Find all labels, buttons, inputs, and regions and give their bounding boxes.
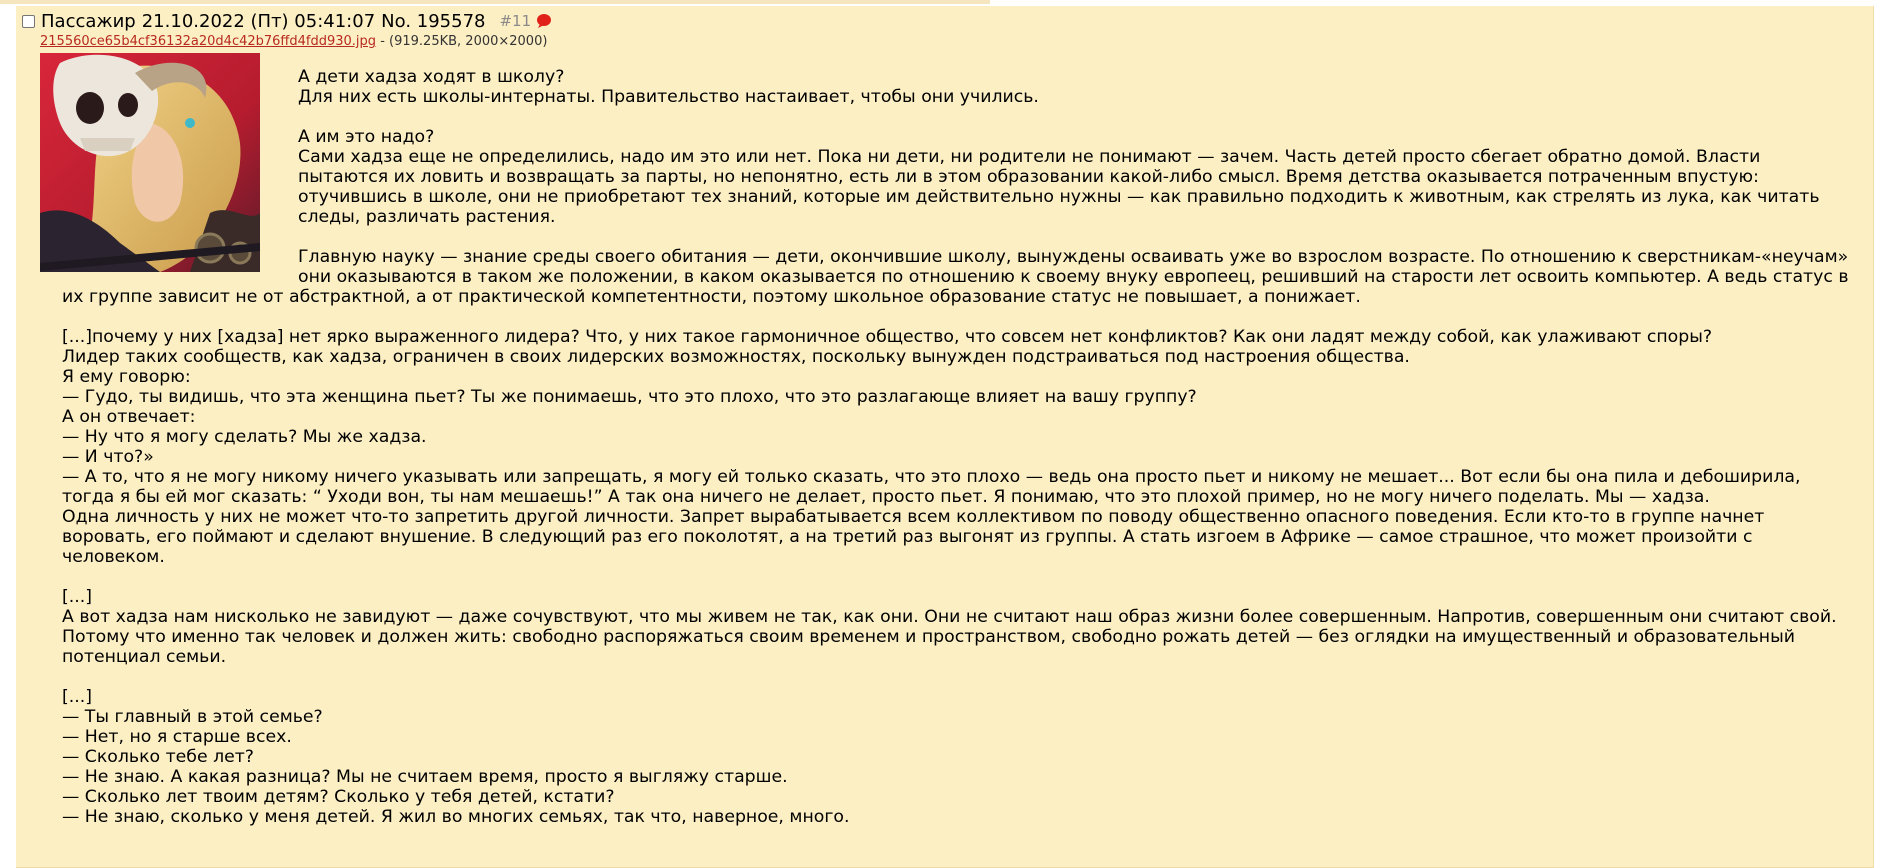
post-number-link[interactable]: No. 195578 (381, 10, 486, 32)
message-paragraph (62, 127, 1852, 227)
message-line: А вот хадза нам нисколько не завидуют — даже сочувствуют, что мы живем не так, как они. Они не считают наш образ жизни более совершенным. Напротив, совершенным они считают свой. Потому что именно так человек и должен жить: свободно распоряжаться своим временем и пространством, свободно рожать детей — без оглядки на имущественный и образовательный потенциал семьи. (62, 607, 1837, 667)
message-line: Я ему говорю: (62, 367, 191, 387)
message-line: — И что?» (62, 447, 154, 467)
top-divider (0, 0, 990, 4)
message-paragraph (62, 587, 1852, 667)
message-line: А им это надо? (298, 127, 435, 147)
message-paragraph (62, 687, 1852, 827)
message-line: — Нет, но я старше всех. (62, 727, 292, 747)
file-info (40, 34, 547, 50)
message-line: — Не знаю. А какая разница? Мы не считаем время, просто я выгляжу старше. (62, 767, 788, 787)
post-message (62, 67, 1852, 827)
message-paragraph: Главную науку — знание среды своего обитания — дети, окончившие школу, вынуждены осваивать уже во взрослом возрасте. По отношению к сверстникам-«неучам» они оказываются в таком же положении, в каком оказывается по отношению к своему внуку европеец, решивший на старости лет освоить компьютер. А ведь статус в их группе зависит не от абстрактной, а от практической компетентности, поэтому школьное образование статус не повышает, а понижает. (62, 247, 1849, 307)
message-line: А дети хадза ходят в школу? (298, 67, 565, 87)
post-date: 21.10.2022 (Пт) 05:41:07 (141, 10, 376, 32)
message-paragraph (62, 67, 1852, 107)
message-line: [...]почему у них [хадза] нет ярко выраженного лидера? Что, у них такое гармоничное общество, что совсем нет конфликтов? Как они ладят между собой, как улаживают споры? (62, 327, 1713, 347)
message-paragraph (62, 327, 1852, 567)
message-line: А он отвечает: (62, 407, 196, 427)
post-index: #11 (499, 12, 532, 30)
message-line: — А то, что я не могу никому ничего указывать или запрещать, я могу ей только сказать, что это плохо — ведь она просто пьет и никому не мешает... Вот если бы она пила и дебоширила, тогда я бы ей мог сказать: “ Уходи вон, ты нам мешаешь!” А так она ничего не делает, просто пьет. Я понимаю, что это плохой пример, но не могу ничего поделать. Мы — хадза. (62, 467, 1801, 507)
message-line: — Сколько тебе лет? (62, 747, 254, 767)
message-line: — Гудо, ты видишь, что эта женщина пьет? Ты же понимаешь, что это плохо, что это разлагающе влияет на вашу группу? (62, 387, 1197, 407)
post-header (22, 10, 553, 32)
post-author: Пассажир (41, 10, 136, 32)
message-line: Одна личность у них не может что-то запретить другой личности. Запрет вырабатывается всем коллективом по поводу общественно опасного поведения. Если кто-то в группе начнет воровать, его поймают и сделают внушение. В следующий раз его поколотят, а на третий раз выгонят из группы. А стать изгоем в Африке — самое страшное, что может произойти с человеком. (62, 507, 1765, 567)
image-float-spacer (62, 67, 298, 277)
message-line: — Ну что я могу сделать? Мы же хадза. (62, 427, 427, 447)
message-line: — Ты главный в этой семье? (62, 707, 323, 727)
post (16, 6, 1874, 868)
message-line: Сами хадза еще не определились, надо им это или нет. Пока ни дети, ни родители не понимают — зачем. Часть детей просто сбегает обратно домой. Власти пытаются их ловить и возвращать за парты, но непонятно, есть ли в этом образовании какой-либо смысл. Время детства оказывается потраченным впустую: отучившись в школе, они не приобретают тех знаний, которые им действительно нужны — как правильно подходить к животным, как стрелять из лука, как читать следы, различать растения. (298, 147, 1820, 227)
file-meta: - (919.25KB, 2000×2000) (380, 34, 548, 49)
message-line: Лидер таких сообществ, как хадза, ограничен в своих лидерских возможностях, поскольку вынужден подстраиваться под настроения общества. (62, 347, 1410, 367)
message-line: — Сколько лет твоим детям? Сколько у тебя детей, кстати? (62, 787, 615, 807)
message-line: [...] (62, 587, 92, 607)
message-line: [...] (62, 687, 92, 707)
speech-bubble-icon[interactable] (535, 13, 553, 29)
file-link[interactable]: 215560ce65b4cf36132a20d4c42b76ffd4fdd930.jpg (40, 34, 377, 49)
post-select-checkbox[interactable] (22, 15, 35, 28)
message-line: — Не знаю, сколько у меня детей. Я жил во многих семьях, так что, наверное, много. (62, 807, 850, 827)
message-line: Для них есть школы-интернаты. Правительство настаивает, чтобы они учились. (298, 87, 1039, 107)
